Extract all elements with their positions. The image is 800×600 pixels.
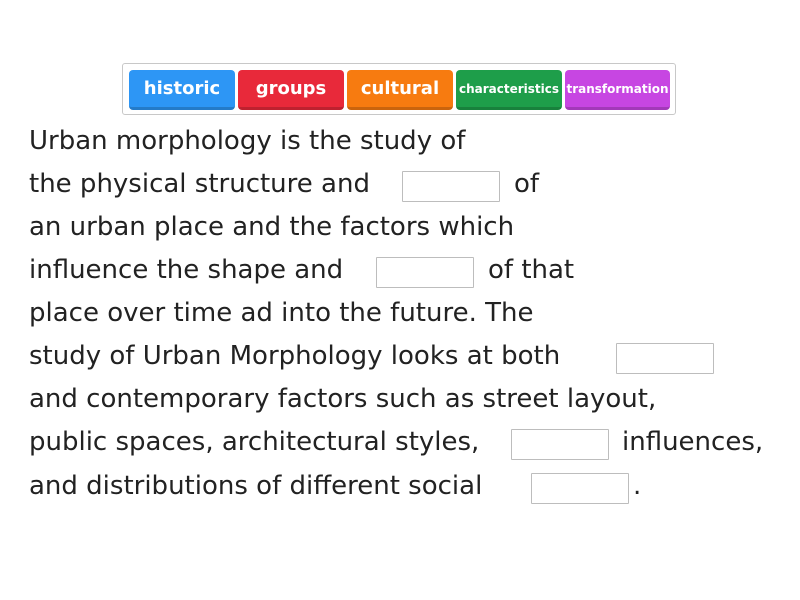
tile-transformation[interactable]: transformation xyxy=(565,70,670,110)
passage-line-4a: influence the shape and xyxy=(29,255,344,285)
tile-characteristics[interactable]: characteristics xyxy=(456,70,562,110)
answer-blank-2[interactable] xyxy=(376,257,474,288)
answer-blank-5[interactable] xyxy=(531,473,629,504)
answer-blank-4[interactable] xyxy=(511,429,609,460)
passage-line-4b: of that xyxy=(488,255,575,285)
passage-line-8b: influences, xyxy=(622,427,764,457)
passage-line-8a: public spaces, architectural styles, xyxy=(29,427,480,457)
answer-blank-1[interactable] xyxy=(402,171,500,202)
passage-line-9b: . xyxy=(633,471,642,501)
answer-blank-3[interactable] xyxy=(616,343,714,374)
passage-line-3: an urban place and the factors which xyxy=(29,212,515,242)
passage-line-2b: of xyxy=(514,169,540,199)
tile-cultural[interactable]: cultural xyxy=(347,70,453,110)
tile-groups[interactable]: groups xyxy=(238,70,344,110)
passage-line-1: Urban morphology is the study of xyxy=(29,126,466,156)
passage-line-2a: the physical structure and xyxy=(29,169,370,199)
passage-line-7: and contemporary factors such as street layout, xyxy=(29,384,657,414)
passage-line-5: place over time ad into the future. The xyxy=(29,298,534,328)
passage-line-6: study of Urban Morphology looks at both xyxy=(29,341,561,371)
tile-historic[interactable]: historic xyxy=(129,70,235,110)
passage-line-9a: and distributions of different social xyxy=(29,471,483,501)
